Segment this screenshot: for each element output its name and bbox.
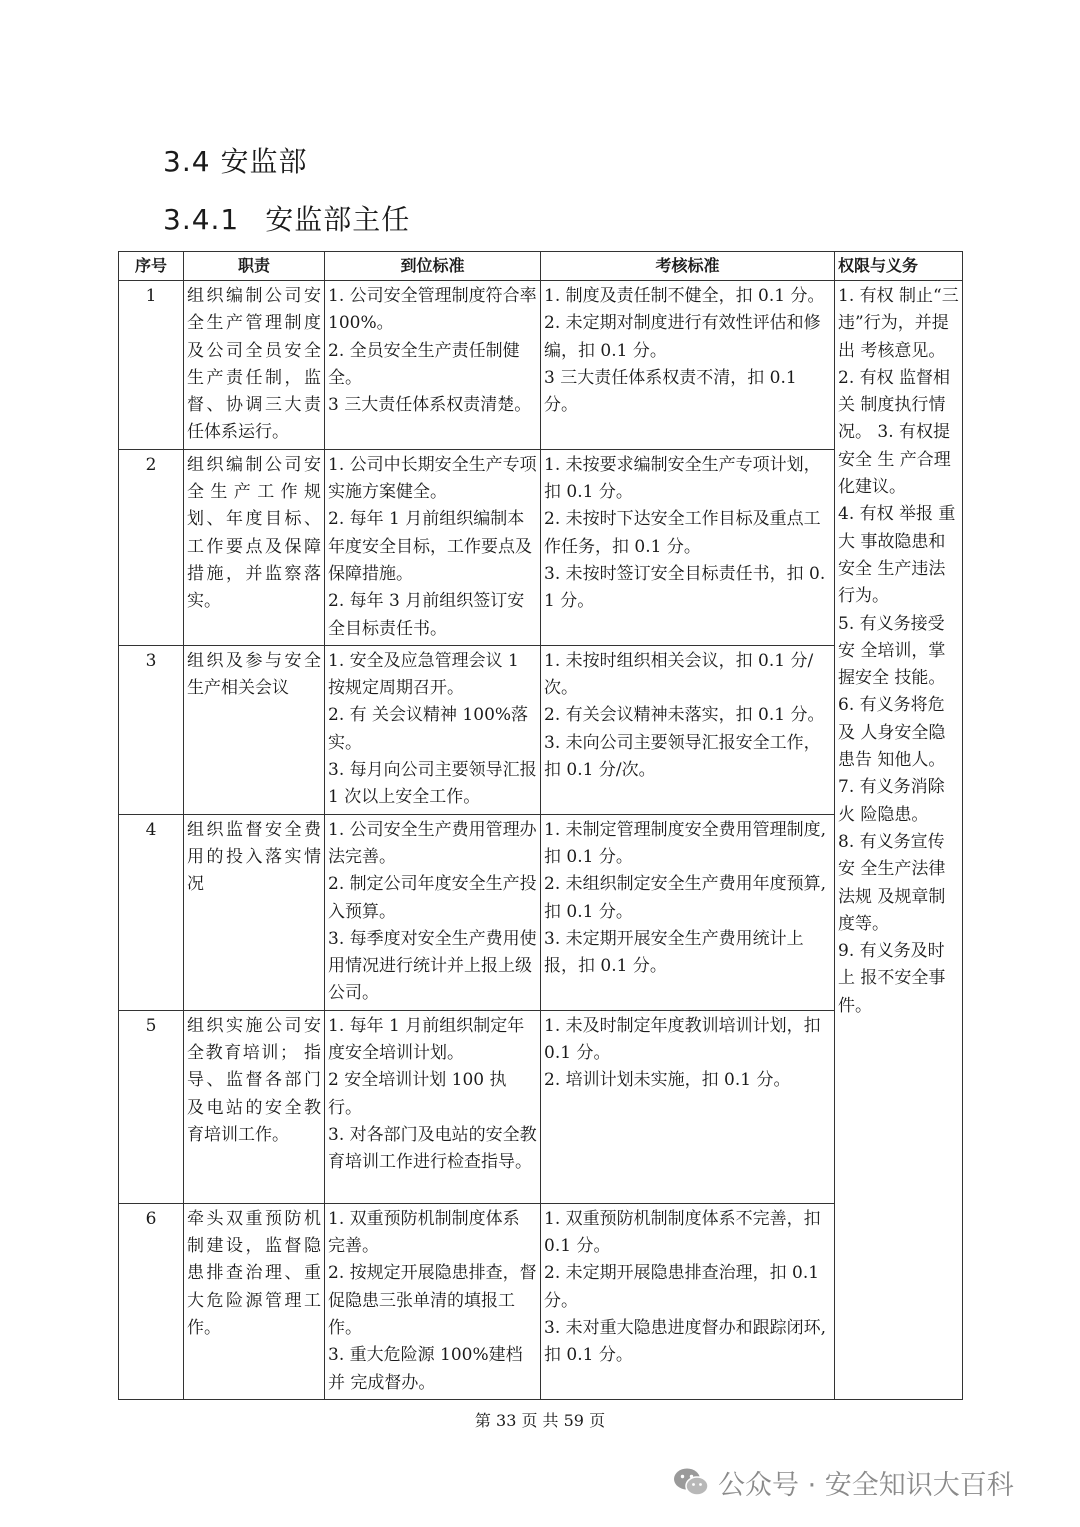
standard-item: 3. 重大危险源 100%建档并 完成督办。 bbox=[328, 1345, 523, 1393]
assessment-item: 2. 培训计划未实施，扣 0.1 分。 bbox=[544, 1070, 791, 1091]
standard-item: 2. 全员安全生产责任制健全。 bbox=[328, 340, 520, 388]
row-standard bbox=[325, 645, 541, 814]
row-number: 4 bbox=[119, 814, 184, 1010]
standard-item: 2. 有 关会议精神 100%落实。 bbox=[328, 705, 529, 753]
standard-item: 1. 双重预防机制制度体系 完善。 bbox=[328, 1208, 520, 1257]
standard-item: 2. 每年 3 月前组织签订安全目标责任书。 bbox=[328, 591, 525, 639]
row-responsibility: 牵头双重预防机制建设，监督隐患排查治理、重大危险源管理工作。 bbox=[184, 1203, 325, 1399]
section-title: 安监部 bbox=[220, 145, 308, 178]
permission-item: 2. 有权 监督相关 制度执行情况。 3. 有权提 安全 生 产合理化建议。 bbox=[838, 367, 951, 498]
col-header-standard: 到位标准 bbox=[325, 252, 541, 281]
row-responsibility: 组织编制公司安全生产工作规划、年度目标、工作要点及保障措施，并监察落实。 bbox=[184, 449, 325, 645]
standard-item: 2. 每年 1 月前组织编制本年度安全目标，工作要点及保障措施。 bbox=[328, 509, 532, 584]
permissions-cell bbox=[835, 281, 963, 1400]
row-standard bbox=[325, 281, 541, 450]
col-header-no: 序号 bbox=[119, 252, 184, 281]
row-number: 1 bbox=[119, 281, 184, 450]
table-row bbox=[119, 281, 963, 450]
row-assessment bbox=[541, 645, 835, 814]
standard-item: 3 三大责任体系权责清楚。 bbox=[328, 395, 532, 416]
page-footer: 第 33 页 共 59 页 bbox=[474, 1411, 606, 1430]
standard-item: 1. 公司中长期安全生产专项实施方案健全。 bbox=[328, 454, 537, 503]
permission-item: 4. 有权 举报 重大 事故隐患和安全 生产违法行为。 bbox=[838, 504, 956, 607]
row-responsibility: 组织监督安全费用的投入落实情况 bbox=[184, 814, 325, 1010]
standard-item: 1. 公司安全管理制度符合率 100%。 bbox=[328, 286, 537, 334]
assessment-item: 3. 未按时签订安全目标责任书，扣 0.1 分。 bbox=[544, 563, 826, 612]
assessment-item: 2. 未按时下达安全工作目标及重点工作任务，扣 0.1 分。 bbox=[544, 509, 821, 557]
assessment-item: 2. 未组织制定安全生产费用年度预算,扣 0.1 分。 bbox=[544, 874, 827, 922]
subsection-number: 3.4.1 bbox=[163, 203, 240, 236]
row-assessment bbox=[541, 814, 835, 1010]
assessment-item: 1. 未按时组织相关会议，扣 0.1 分/次。 bbox=[544, 650, 814, 699]
row-responsibility: 组织实施公司安全教育培训； 指导、监督各部门及电站的安全教育培训工作。 bbox=[184, 1010, 325, 1203]
assessment-item: 1. 未及时制定年度教训培训计划，扣 0.1 分。 bbox=[544, 1015, 821, 1064]
row-standard bbox=[325, 814, 541, 1010]
assessment-item: 3 三大责任体系权责不清，扣 0.1 分。 bbox=[544, 367, 797, 416]
row-assessment bbox=[541, 281, 835, 450]
standard-item: 1. 安全及应急管理会议 1 按规定周期召开。 bbox=[328, 650, 519, 699]
permission-item: 1. 有权 制止“三 违”行为，并提出 考核意见。 bbox=[838, 286, 959, 361]
standard-item: 2. 制定公司年度安全生产投入预算。 bbox=[328, 874, 537, 922]
table-header-row bbox=[119, 252, 963, 281]
standard-item: 3. 对各部门及电站的安全教育培训工作进行检查指导。 bbox=[328, 1124, 537, 1173]
assessment-item: 1. 双重预防机制制度体系不完善，扣 0.1 分。 bbox=[544, 1208, 821, 1257]
assessment-item: 1. 制度及责任制不健全，扣 0.1 分。 bbox=[544, 286, 825, 306]
permission-item: 8. 有义务宣传安 全生产法律法规 及规章制度等。 bbox=[838, 831, 946, 934]
assessment-item: 3. 未定期开展安全生产费用统计上报，扣 0.1 分。 bbox=[544, 928, 804, 977]
permission-item: 6. 有义务将危及 人身安全隐患告 知他人。 bbox=[838, 695, 946, 771]
assessment-item: 1. 未制定管理制度安全费用管理制度,扣 0.1 分。 bbox=[544, 819, 827, 867]
row-standard bbox=[325, 1010, 541, 1203]
row-assessment bbox=[541, 1203, 835, 1399]
assessment-item: 2. 有关会议精神未落实，扣 0.1 分。 bbox=[544, 705, 825, 726]
watermark bbox=[672, 1462, 1014, 1502]
assessment-item: 3. 未对重大隐患进度督办和跟踪闭环,扣 0.1 分。 bbox=[544, 1317, 827, 1366]
permission-item: 5. 有义务接受安 全培训，掌握安全 技能。 bbox=[838, 613, 946, 689]
row-assessment bbox=[541, 449, 835, 645]
section-number: 3.4 bbox=[163, 145, 211, 178]
row-number: 6 bbox=[119, 1203, 184, 1399]
assessment-item: 2. 未定期对制度进行有效性评估和修编，扣 0.1 分。 bbox=[544, 313, 821, 361]
wechat-icon bbox=[672, 1467, 710, 1497]
col-header-responsibility: 职责 bbox=[184, 252, 325, 281]
section-heading bbox=[163, 140, 308, 180]
standard-item: 1. 公司安全生产费用管理办法完善。 bbox=[328, 819, 537, 867]
col-header-permissions: 权限与义务 bbox=[835, 252, 963, 281]
permission-item: 9. 有义务及时上 报不安全事件。 bbox=[838, 941, 946, 1016]
row-responsibility: 组织编制公司安全生产管理制度及公司全员安全生产责任制，监督、协调三大责任体系运行。 bbox=[184, 281, 325, 450]
standard-item: 2 安全培训计划 100 执行。 bbox=[328, 1070, 507, 1118]
standard-item: 1. 每年 1 月前组织制定年度安全培训计划。 bbox=[328, 1015, 525, 1064]
standard-item: 2. 按规定开展隐患排查，督促隐患三张单清的填报工作。 bbox=[328, 1263, 537, 1338]
standard-item: 3. 每月向公司主要领导汇报 1 次以上安全工作。 bbox=[328, 760, 537, 808]
row-assessment bbox=[541, 1010, 835, 1203]
row-number: 2 bbox=[119, 449, 184, 645]
subsection-heading bbox=[163, 198, 410, 238]
row-number: 3 bbox=[119, 645, 184, 814]
row-responsibility: 组织及参与安全生产相关会议 bbox=[184, 645, 325, 814]
assessment-item: 3. 未向公司主要领导汇报安全工作，扣 0.1 分/次。 bbox=[544, 732, 821, 781]
assessment-item: 2. 未定期开展隐患排查治理，扣 0.1 分。 bbox=[544, 1263, 820, 1311]
col-header-assessment: 考核标准 bbox=[541, 252, 835, 281]
standard-item: 3. 每季度对安全生产费用使用情况进行统计并上报上级公司。 bbox=[328, 928, 537, 1004]
row-number: 5 bbox=[119, 1010, 184, 1203]
subsection-title: 安监部主任 bbox=[265, 203, 411, 236]
row-standard bbox=[325, 1203, 541, 1399]
watermark-text: 公众号 · 安全知识大百科 bbox=[718, 1469, 1014, 1501]
row-standard bbox=[325, 449, 541, 645]
permission-item: 7. 有义务消除火 险隐患。 bbox=[838, 777, 945, 825]
assessment-item: 1. 未按要求编制安全生产专项计划，扣 0.1 分。 bbox=[544, 454, 821, 503]
duty-table bbox=[118, 251, 963, 1400]
